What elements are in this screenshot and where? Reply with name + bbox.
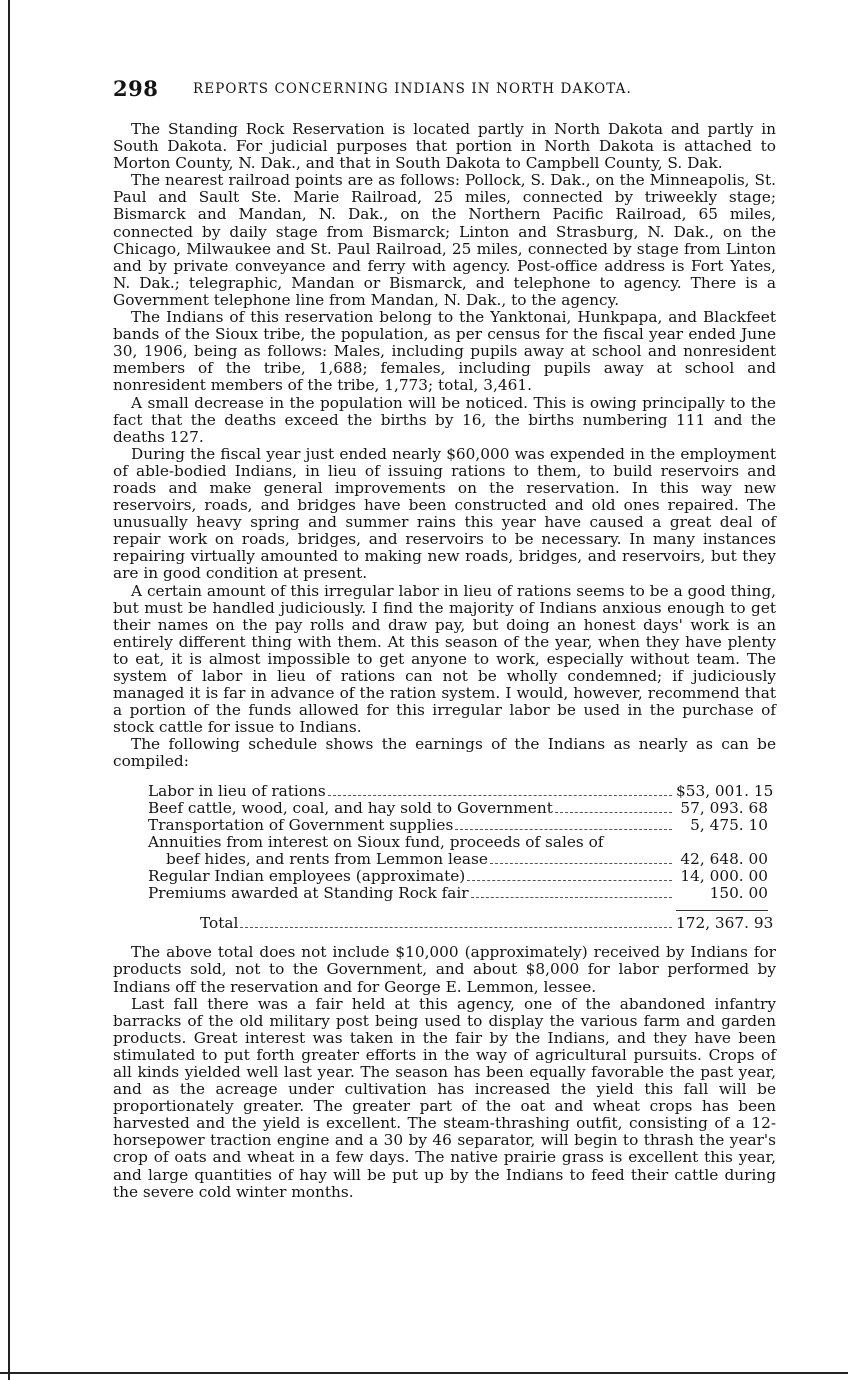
total-amount: 172, 367. 93 bbox=[676, 914, 774, 933]
schedule-amount: 57, 093. 68 bbox=[680, 798, 768, 817]
schedule-label: Regular Indian employees (approximate) bbox=[148, 867, 466, 886]
paragraph-irregular-labor: A certain amount of this irregular labor in lieu of rations seems to be a good thing, but must be handled judiciously. I find the majority of Indians anxious enough to get their names on the pay rolls and draw pay, but doing an honest days' work is an entirely different thing with them. At this season of the year, when they have plenty to eat, it is almost impossible to get anyone to work, especially without team. The system of labor in lieu of rations can not be wholly condemned; if judiciously managed it is far in advance of the ration system. I would, however, recommend that a portion of the funds allowed for this irregular labor be used in the purchase of stock cattle for issue to Indians. bbox=[113, 581, 776, 737]
schedule-total-row bbox=[148, 914, 774, 933]
total-label: Total bbox=[200, 914, 239, 933]
scan-border-left bbox=[8, 0, 10, 1380]
schedule-amount: 150. 00 bbox=[709, 884, 768, 903]
total-rule bbox=[676, 910, 768, 911]
schedule-row bbox=[148, 817, 768, 834]
schedule-amount: $53, 001. 15 bbox=[676, 781, 774, 800]
schedule-label: Beef cattle, wood, coal, and hay sold to Government bbox=[148, 798, 553, 817]
schedule-amount: 42, 648. 00 bbox=[680, 849, 768, 868]
paragraph-railroads: The nearest railroad points are as follows: Pollock, S. Dak., on the Minneapolis, St. Paul and Sault Ste. Marie Railroad, 25 miles, connected by triweekly stage; Bismarck and Mandan, N. Dak., on the Northern Pacific Railroad, 65 miles, connected by daily stage from Bismarck; Linton and Strasburg, N. Dak., on the Chicago, Milwaukee and St. Paul Railroad, 25 miles, connected by stage from Linton and by private conveyance and ferry with agency. Post-office address is Fort Yates, N. Dak.; telegraphic, Mandan or Bismarck, and telephone to agency. There is a Government telephone line from Mandan, N. Dak., to the agency. bbox=[113, 171, 776, 309]
schedule-label-continued: beef hides, and rents from Lemmon lease bbox=[166, 849, 488, 868]
page-header bbox=[113, 76, 783, 102]
running-head: REPORTS CONCERNING INDIANS IN NORTH DAKOTA. bbox=[193, 81, 632, 97]
page-number: 298 bbox=[113, 76, 159, 101]
paragraph-employment: During the fiscal year just ended nearly $60,000 was expended in the employment of able-bodied Indians, in lieu of issuing rations to them, to build reservoirs and roads and make general improvements on the reservation. In this way new reservoirs, roads, and bridges have been constructed and old ones repaired. The unusually heavy spring and summer rains this year have caused a great deal of repair work on roads, bridges, and reservoirs to be necessary. In many instances repairing virtually amounted to making new roads, bridges, and reservoirs, but they are in good condition at present. bbox=[113, 444, 776, 583]
schedule-row bbox=[148, 885, 768, 902]
dot-leader bbox=[455, 829, 672, 830]
dot-leader bbox=[471, 897, 672, 898]
paragraph-fair: Last fall there was a fair held at this agency, one of the abandoned infantry barracks of the old military post being used to display the various farm and garden products. Great interest was taken in the fair by the Indians, and they have been stimulated to put forth greater efforts in the way of agricultural pursuits. Crops of all kinds yielded well last year. The season has been equally favorable the past year, and as the acreage under cultivation has increased the yield this fall will be proportionately greater. The greater part of the oat and wheat crops has been harvested and the yield is excellent. The steam-thrashing outfit, consisting of a 12-horsepower traction engine and a 30 by 46 separator, will begin to thrash the year's crop of oats and wheat in a few days. The native prairie grass is excellent this year, and large quantities of hay will be put up by the Indians to feed their cattle during the severe cold winter months. bbox=[113, 994, 776, 1201]
paragraph-decrease: A small decrease in the population will be noticed. This is owing principally to the fact that the deaths exceed the births by 16, the births numbering 111 and the deaths 127. bbox=[113, 393, 776, 446]
paragraph-population: The Indians of this reservation belong to the Yanktonai, Hunkpapa, and Blackfeet bands of the Sioux tribe, the population, as per census for the fiscal year ended June 30, 1906, being as follows: Males, including pupils away at school and nonresident members of the tribe, 1,688; females, including pupils away at school and nonresident members of the tribe, 1,773; total, 3,461. bbox=[113, 308, 776, 395]
dot-leader bbox=[467, 880, 672, 881]
schedule-label: Labor in lieu of rations bbox=[148, 781, 326, 800]
schedule-row bbox=[148, 800, 768, 817]
paragraph-location: The Standing Rock Reservation is located partly in North Dakota and partly in South Dakota. For judicial purposes that portion in North Dakota is attached to Morton County, N. Dak., and that in South Dakota to Campbell County, S. Dak. bbox=[113, 120, 776, 173]
paragraph-total-note: The above total does not include $10,000 (approximately) received by Indians for products sold, not to the Government, and about $8,000 for labor performed by Indians off the reservation and for George E. Lemmon, lessee. bbox=[113, 943, 776, 996]
dot-leader bbox=[328, 795, 672, 796]
dot-leader bbox=[240, 927, 672, 928]
dot-leader bbox=[555, 812, 672, 813]
schedule-amount: 14, 000. 00 bbox=[680, 867, 768, 886]
paragraph-schedule-intro: The following schedule shows the earnings of the Indians as nearly as can be compiled: bbox=[113, 735, 776, 771]
schedule-label: Transportation of Government supplies bbox=[148, 815, 454, 834]
schedule-row bbox=[148, 781, 774, 800]
schedule-label: Annuities from interest on Sioux fund, proceeds of sales of bbox=[148, 832, 604, 851]
scan-border-bottom bbox=[0, 1372, 848, 1374]
earnings-schedule bbox=[148, 781, 774, 933]
post-schedule-text bbox=[113, 944, 776, 1200]
schedule-row bbox=[148, 868, 768, 885]
schedule-row-continued bbox=[148, 851, 768, 868]
dot-leader bbox=[490, 863, 672, 864]
schedule-label: Premiums awarded at Standing Rock fair bbox=[148, 884, 469, 903]
report-body bbox=[113, 121, 776, 1201]
schedule-amount: 5, 475. 10 bbox=[690, 815, 768, 834]
schedule-row bbox=[148, 834, 768, 851]
